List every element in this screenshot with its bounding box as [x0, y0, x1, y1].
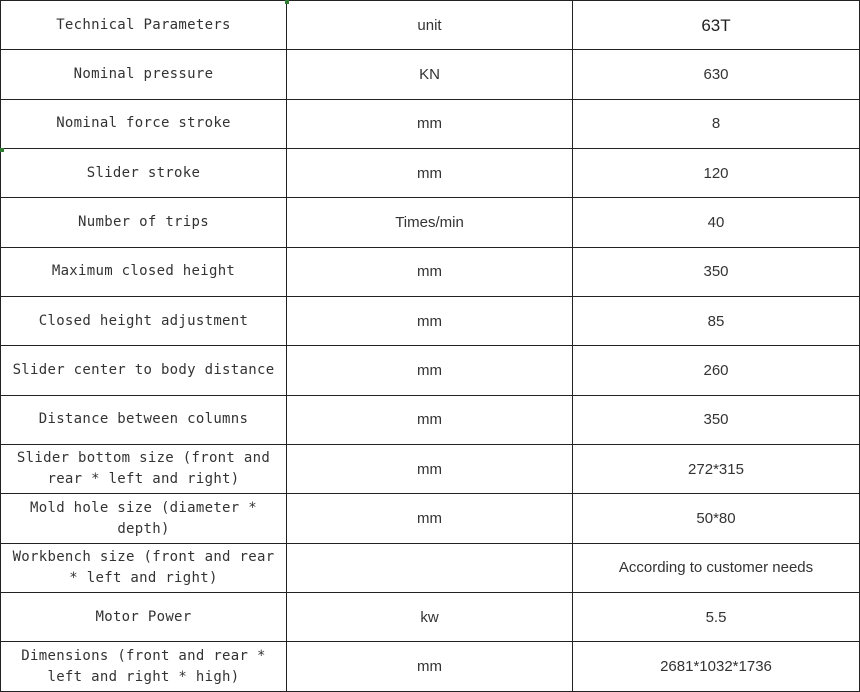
parameter-cell: Slider stroke — [1, 149, 287, 198]
unit-cell: mm — [287, 247, 573, 296]
parameter-cell: Slider center to body distance — [1, 346, 287, 395]
header-unit: unit — [287, 1, 573, 50]
header-parameter: Technical Parameters — [1, 1, 287, 50]
table-row — [1, 149, 860, 198]
value-cell: 120 — [573, 149, 860, 198]
parameter-cell: Closed height adjustment — [1, 297, 287, 346]
border-corner-mark — [285, 0, 289, 4]
parameter-cell: Slider bottom size (front and rear * left and right) — [1, 445, 287, 494]
table-row — [1, 543, 860, 592]
unit-cell — [287, 543, 573, 592]
table-row — [1, 346, 860, 395]
parameter-cell: Dimensions (front and rear * left and right * high) — [1, 642, 287, 692]
parameter-cell: Nominal pressure — [1, 50, 287, 99]
parameter-cell: Number of trips — [1, 198, 287, 247]
value-cell: 350 — [573, 247, 860, 296]
parameter-cell: Distance between columns — [1, 395, 287, 444]
unit-cell: mm — [287, 346, 573, 395]
border-corner-mark — [0, 148, 4, 152]
table-row — [1, 593, 860, 642]
table-row — [1, 395, 860, 444]
value-cell: 8 — [573, 99, 860, 148]
unit-cell: mm — [287, 445, 573, 494]
header-model: 63T — [573, 1, 860, 50]
table-header-row — [1, 1, 860, 50]
table-row — [1, 642, 860, 692]
value-cell: 260 — [573, 346, 860, 395]
unit-cell: kw — [287, 593, 573, 642]
table-row — [1, 297, 860, 346]
value-cell: 630 — [573, 50, 860, 99]
unit-cell: mm — [287, 494, 573, 543]
table-row — [1, 99, 860, 148]
parameter-cell: Nominal force stroke — [1, 99, 287, 148]
table-row — [1, 198, 860, 247]
unit-cell: KN — [287, 50, 573, 99]
parameter-cell: Maximum closed height — [1, 247, 287, 296]
unit-cell: mm — [287, 642, 573, 692]
value-cell: 350 — [573, 395, 860, 444]
value-cell: 5.5 — [573, 593, 860, 642]
table-row — [1, 494, 860, 543]
parameter-cell: Motor Power — [1, 593, 287, 642]
value-cell: 50*80 — [573, 494, 860, 543]
unit-cell: mm — [287, 395, 573, 444]
unit-cell: mm — [287, 99, 573, 148]
unit-cell: mm — [287, 297, 573, 346]
parameter-cell: Mold hole size (diameter * depth) — [1, 494, 287, 543]
value-cell: According to customer needs — [573, 543, 860, 592]
unit-cell: mm — [287, 149, 573, 198]
table-row — [1, 247, 860, 296]
table-row — [1, 445, 860, 494]
value-cell: 2681*1032*1736 — [573, 642, 860, 692]
value-cell: 272*315 — [573, 445, 860, 494]
value-cell: 40 — [573, 198, 860, 247]
parameter-cell: Workbench size (front and rear * left and right) — [1, 543, 287, 592]
unit-cell: Times/min — [287, 198, 573, 247]
value-cell: 85 — [573, 297, 860, 346]
table-row — [1, 50, 860, 99]
